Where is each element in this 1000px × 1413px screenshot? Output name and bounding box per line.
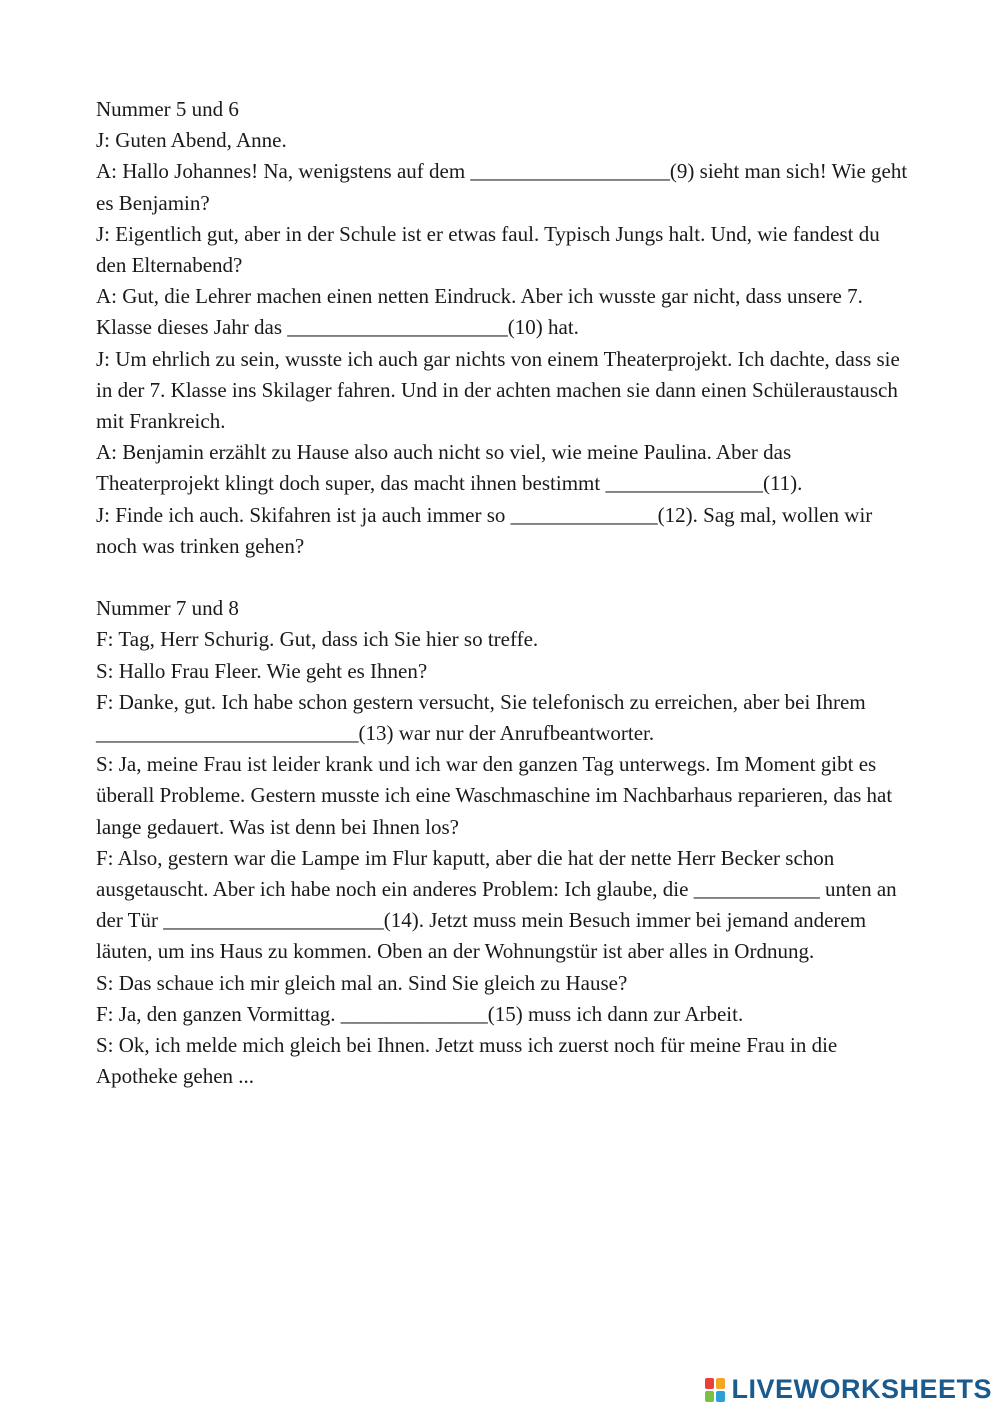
dialogue-line: S: Hallo Frau Fleer. Wie geht es Ihnen? [96, 658, 428, 683]
liveworksheets-logo[interactable] [705, 1374, 992, 1405]
dialogue-line: S: Ja, meine Frau ist leider krank und ich war den ganzen Tag unterwegs. Im Moment gibt es überall Probleme. Gestern musste ich eine Waschmaschine im Nachbarhaus reparieren, das hat lange gedauert. Was ist denn bei Ihnen los? [96, 752, 893, 839]
dialogue-line: A: Hallo Johannes! Na, wenigstens auf dem ___________________(9) sieht man sich! Wie geht es Benjamin? [96, 159, 908, 215]
dialogue-line: J: Finde ich auch. Skifahren ist ja auch immer so ______________(12). Sag mal, wollen wir noch was trinken gehen? [96, 502, 873, 558]
dialogue-line: J: Guten Abend, Anne. [96, 128, 287, 153]
dialogue-line: A: Gut, die Lehrer machen einen netten Eindruck. Aber ich wusste gar nicht, dass unsere 7. Klasse dieses Jahr das _____________________(10) hat. [96, 284, 863, 340]
section-5-6 [96, 94, 908, 562]
dialogue-line: J: Eigentlich gut, aber in der Schule ist er etwas faul. Typisch Jungs halt. Und, wie fandest du den Elternabend? [96, 221, 880, 278]
section-spacer [96, 562, 908, 593]
dialogue-line: F: Danke, gut. Ich habe schon gestern versucht, Sie telefonisch zu erreichen, aber bei Ihrem _________________________(13) war nur der Anrufbeantworter. [96, 689, 866, 746]
dialogue-line: A: Benjamin erzählt zu Hause also auch nicht so viel, wie meine Paulina. Aber das Theaterprojekt klingt doch super, das macht ihnen bestimmt _______________(11). [96, 440, 803, 496]
dialogue-line: F: Ja, den ganzen Vormittag. ______________(15) muss ich dann zur Arbeit. [96, 1001, 744, 1026]
liveworksheets-logo-icon [705, 1378, 725, 1402]
dialogue-line: F: Tag, Herr Schurig. Gut, dass ich Sie hier so treffe. [96, 627, 539, 652]
dialogue-line: S: Ok, ich melde mich gleich bei Ihnen. Jetzt muss ich zuerst noch für meine Frau in die Apotheke gehen ... [96, 1033, 838, 1089]
dialogue-line: J: Um ehrlich zu sein, wusste ich auch gar nichts von einem Theaterprojekt. Ich dachte, dass sie in der 7. Klasse ins Skilager fahren. Und in der achten machen sie dann einen Schüleraustausch mit Frankreich. [96, 346, 900, 434]
brand-name: LIVEWORKSHEETS [731, 1374, 992, 1404]
dialogue-line: S: Das schaue ich mir gleich mal an. Sind Sie gleich zu Hause? [96, 970, 628, 995]
dialogue-line: F: Also, gestern war die Lampe im Flur kaputt, aber die hat der nette Herr Becker schon ausgetauscht. Aber ich habe noch ein anderes Problem: Ich glaube, die ____________ unten an der Tür _____________________(14). Jetzt muss mein Besuch immer bei jemand anderem läuten, um ins Haus zu kommen. Oben an der Wohnungstür ist aber alles in Ordnung. [96, 845, 897, 964]
worksheet-text [96, 94, 908, 1092]
section-title: Nummer 7 und 8 [96, 596, 239, 621]
section-title: Nummer 5 und 6 [96, 97, 239, 121]
section-7-8 [96, 593, 908, 1092]
